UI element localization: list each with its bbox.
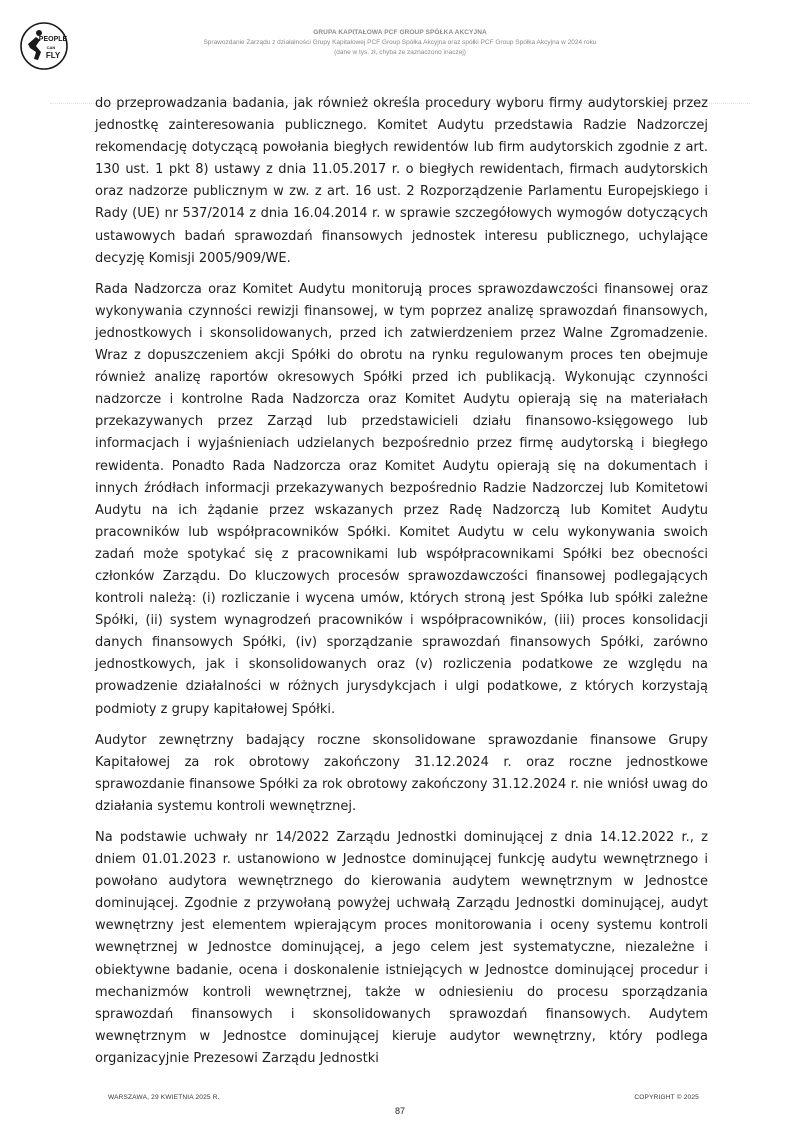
- page-number: 87: [394, 1106, 405, 1116]
- page-header: [150, 28, 650, 58]
- footer-date: WARSZAWA, 29 KWIETNIA 2025 R.: [108, 1094, 220, 1101]
- company-logo: [20, 22, 68, 70]
- logo-text-can: CAN: [46, 45, 56, 50]
- header-subtitle: Sprawozdanie Zarządu z działalności Grupy Kapitałowej PCF Group Spółka Akcyjna oraz spółki PCF Group Spółka Akcyjna w 2024 roku: [203, 39, 597, 46]
- logo-text-fly: FLY: [45, 51, 61, 60]
- paragraph: do przeprowadzania badania, jak również określa procedury wyboru firmy audytorskiej przez jednostkę zainteresowania publicznego. Komitet Audytu przedstawia Radzie Nadzorczej rekomendację dotyczącą powołania biegłych rewidentów lub firm audytorskich zgodnie z art. 130 ust. 1 pkt 8) ustawy z dnia 11.05.2017 r. o biegłych rewidentach, firmach audytorskich oraz nadzorze publicznym w zw. z art. 16 ust. 2 Rozporządzenie Parlamentu Europejskiego i Rady (UE) nr 537/2014 z dnia 16.04.2014 r. w sprawie szczegółowych wymogów dotyczących ustawowych badań sprawozdań finansowych jednostek interesu publicznego, uchylające decyzję Komisji 2005/909/WE.: [95, 96, 708, 266]
- header-note: (dane w tys. zł, chyba że zaznaczono inaczej): [334, 49, 466, 56]
- document-body: [95, 93, 708, 1079]
- header-company: GRUPA KAPITAŁOWA PCF GROUP SPÓŁKA AKCYJNA: [313, 29, 487, 36]
- logo-text-people: PEOPLE: [38, 36, 68, 43]
- paragraph: Audytor zewnętrzny badający roczne skonsolidowane sprawozdanie finansowe Grupy Kapitałowej za rok obrotowy zakończony 31.12.2024 r. oraz roczne jednostkowe sprawozdanie finansowe Spółki za rok obrotowy zakończony 31.12.2024 r. nie wniósł uwag do działania systemu kontroli wewnętrznej.: [95, 732, 708, 814]
- footer-copyright: COPYRIGHT © 2025: [634, 1094, 699, 1101]
- paragraph: Rada Nadzorcza oraz Komitet Audytu monitorują proces sprawozdawczości finansowej oraz wykonywania czynności rewizji finansowej, w tym poprzez analizę sprawozdań finansowych, jednostkowych i skonsolidowanych, przed ich zatwierdzeniem przez Walne Zgromadzenie. Wraz z dopuszczeniem akcji Spółki do obrotu na rynku regulowanym proces ten obejmuje również analizę raportów okresowych Spółki przed ich publikacją. Wykonując czynności nadzorcze i kontrolne Rada Nadzorcza oraz Komitet Audytu opierają się na materiałach przekazywanych przez Zarząd lub przedstawicieli działu finansowo-księgowego lub informacjach i wyjaśnieniach udzielanych bezpośrednio przez firmę audytorską i biegłego rewidenta. Ponadto Rada Nadzorcza oraz Komitet Audytu opierają się na dokumentach i innych źródłach informacji przekazywanych bezpośrednio Radzie Nadzorczej lub Komitetowi Audytu na ich żądanie przez wskazanych przez Radę Nadzorczą lub Komitet Audytu pracowników lub współpracowników Spółki. Komitet Audytu w celu wykonywania swoich zadań może spotykać się z pracownikami lub współpracownikami Spółki bez obecności członków Zarządu. Do kluczowych procesów sprawozdawczości finansowej podlegających kontroli należą: (i) rozliczanie i wycena umów, których stroną jest Spółka lub spółki zależne Spółki, (ii) system wynagrodzeń pracowników i współpracowników, (iii) proces konsolidacji danych finansowych Spółki, (iv) sporządzanie sprawozdań finansowych Spółki, zarówno jednostkowych, jak i skonsolidowanych oraz (v) rozliczenia podatkowe ze względu na prowadzenie działalności w różnych jurysdykcjach i ulgi podatkowe, z których korzystają podmioty z grupy kapitałowej Spółki.: [95, 281, 708, 717]
- paragraph: Na podstawie uchwały nr 14/2022 Zarządu Jednostki dominującej z dnia 14.12.2022 r., z dniem 01.01.2023 r. ustanowiono w Jednostce dominującej funkcję audytu wewnętrznego i powołano audytora wewnętrznego do kierowania audytem wewnętrznym w Jednostce dominującej. Zgodnie z przywołaną powyżej uchwałą Zarządu Jednostki dominującej, audyt wewnętrzny jest elementem wpierającym proces monitorowania i oceny systemu kontroli wewnętrznej w Jednostce dominującej, a jego celem jest systematyczne, niezależne i obiektywne badanie, ocena i doskonalenie istniejących w Jednostce dominującej procedur i mechanizmów kontroli wewnętrznej, także w odniesieniu do procesu sporządzania sprawozdań finansowych i skonsolidowanych sprawozdań finansowych. Audytem wewnętrznym w Jednostce dominującej kieruje audytor wewnętrzny, który podlega organizacyjnie Prezesowi Zarządu Jednostki: [95, 830, 708, 1066]
